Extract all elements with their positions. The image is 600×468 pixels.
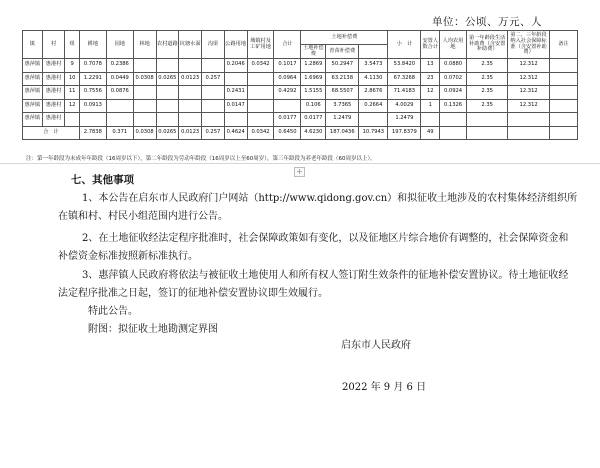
table-cell: 0.0265: [156, 72, 179, 86]
table-cell: 惠萍镇: [23, 59, 43, 73]
table-total-row: [23, 126, 578, 140]
table-cell: 0.0265: [156, 126, 179, 140]
table-cell: 0.106: [301, 99, 326, 113]
table-cell: 0.0449: [106, 72, 133, 86]
table-cell: 10: [65, 72, 79, 86]
table-cell: 0.0177: [301, 113, 326, 127]
header-crop-comp: 青苗补偿费: [326, 45, 359, 59]
table-cell: 0.1326: [440, 99, 467, 113]
table-cell: 4.1130: [359, 72, 388, 86]
table-cell: 0.7556: [79, 86, 106, 100]
land-table: [22, 30, 578, 140]
header-canal: 沟渠: [202, 31, 225, 59]
paragraph-2: 2、在土地征收经法定程序批准时，社会保障政策如有变化，以及征地区片综合地价有调整的，社会保障资金和补偿资金标准按照新标准执行。: [58, 233, 569, 262]
table-cell: [133, 99, 156, 113]
table-cell: [65, 113, 79, 127]
table-cell: 67.3268: [388, 72, 421, 86]
table-cell: 0.0880: [440, 59, 467, 73]
table-cell: [179, 86, 202, 100]
table-cell: 0.0702: [440, 72, 467, 86]
table-cell: 68.5507: [326, 86, 359, 100]
table-cell: 0.0342: [247, 126, 274, 140]
table-cell: 0.6450: [274, 126, 301, 140]
table-cell: 惠港村: [42, 113, 65, 127]
table-cell: 2.35: [466, 72, 507, 86]
table-cell: [179, 113, 202, 127]
table-cell: 71.4183: [388, 86, 421, 100]
table-cell: 9: [65, 59, 79, 73]
table-cell: 0.1017: [274, 59, 301, 73]
table-row: [23, 86, 578, 100]
table-cell: [202, 113, 225, 127]
table-cell: 49: [421, 126, 440, 140]
table-cell: 187.0436: [326, 126, 359, 140]
table-cell: [247, 86, 274, 100]
table-cell: [508, 126, 549, 140]
table-cell: 4.6230: [301, 126, 326, 140]
table-cell: 23: [421, 72, 440, 86]
table-cell: 53.8420: [388, 59, 421, 73]
land-table-body: [23, 59, 578, 140]
header-subtotal: 小 计: [388, 31, 421, 59]
table-cell: [440, 126, 467, 140]
table-row: [23, 72, 578, 86]
table-cell: 2.35: [466, 86, 507, 100]
table-cell: 合 计: [23, 126, 80, 140]
table-cell: [466, 113, 507, 127]
table-cell: 63.2138: [326, 72, 359, 86]
table-cell: 10.7943: [359, 126, 388, 140]
table-cell: 2.35: [466, 59, 507, 73]
table-cell: 2.35: [466, 99, 507, 113]
table-cell: 1.2479: [326, 113, 359, 127]
table-cell: [549, 99, 577, 113]
table-cell: 1.6969: [301, 72, 326, 86]
table-cell: [549, 72, 577, 86]
table-cell: 0.0123: [179, 72, 202, 86]
paragraph-attachment: 附图：拟征收土地勘测定界图: [88, 324, 218, 335]
paragraph-closing: 特此公告。: [88, 306, 138, 317]
table-cell: 12: [65, 99, 79, 113]
table-cell: 惠萍镇: [23, 86, 43, 100]
header-urban-village: 城镇村及工矿用地: [247, 31, 274, 59]
table-cell: 0.0123: [179, 126, 202, 140]
table-cell: [133, 113, 156, 127]
table-cell: 惠萍镇: [23, 113, 43, 127]
table-cell: 12: [421, 86, 440, 100]
table-cell: 3.7365: [326, 99, 359, 113]
table-row: [23, 59, 578, 73]
table-cell: [156, 86, 179, 100]
header-resettle-people: 安置人数合计: [421, 31, 440, 59]
table-cell: 11: [65, 86, 79, 100]
table-cell: [224, 113, 247, 127]
header-per-capita: 人均农用地: [440, 31, 467, 59]
header-std2: 第二、三年龄段纳入社会保障标准（含安置补助费）: [508, 31, 549, 59]
table-row: [23, 99, 578, 113]
header-town: 镇: [23, 31, 43, 59]
table-cell: 0.2431: [224, 86, 247, 100]
table-cell: 0.0308: [133, 126, 156, 140]
table-cell: [202, 59, 225, 73]
table-cell: [224, 72, 247, 86]
paragraph-3: 3、惠萍镇人民政府将依法与被征收土地使用人和所有权人签订附生效条件的征地补偿安置协议。待土地征收经法定程序批准之日起，签订的征地补偿安置协议即生效履行。: [58, 270, 569, 299]
table-cell: [359, 113, 388, 127]
table-cell: [202, 86, 225, 100]
table-cell: 0.2386: [106, 59, 133, 73]
table-cell: 12.312: [508, 99, 549, 113]
header-forest: 林地: [133, 31, 156, 59]
paragraph-1: 1、本公告在启东市人民政府门户网站（http://www.qidong.gov.cn）和拟征收土地涉及的农村集体经济组织所在镇和村、村民小组范围内进行公告。: [58, 193, 578, 222]
table-row: [23, 113, 578, 127]
header-farmland: 耕地: [79, 31, 106, 59]
table-cell: [549, 126, 577, 140]
header-group: 组: [65, 31, 79, 59]
table-cell: [247, 72, 274, 86]
table-cell: 0.0342: [247, 59, 274, 73]
table-cell: 12.312: [508, 72, 549, 86]
table-cell: 惠港村: [42, 86, 65, 100]
table-cell: 12.312: [508, 86, 549, 100]
table-cell: 3.5473: [359, 59, 388, 73]
table-cell: 0.0964: [274, 72, 301, 86]
header-rural-road: 农村道路: [156, 31, 179, 59]
table-cell: [202, 99, 225, 113]
table-cell: [156, 99, 179, 113]
table-cell: 2.7838: [79, 126, 106, 140]
header-blank: [359, 45, 388, 59]
table-cell: 0.257: [202, 126, 225, 140]
signature-org: 启东市人民政府: [341, 340, 411, 351]
header-highway: 公路用地: [224, 31, 247, 59]
table-cell: 0.257: [202, 72, 225, 86]
table-cell: 0.0147: [224, 99, 247, 113]
table-cell: [79, 113, 106, 127]
header-land-comp: 土地补偿费: [301, 45, 326, 59]
table-cell: 0.4624: [224, 126, 247, 140]
table-cell: 0.371: [106, 126, 133, 140]
table-cell: [247, 113, 274, 127]
table-cell: 1.5155: [301, 86, 326, 100]
table-cell: [106, 99, 133, 113]
table-cell: 0.0913: [79, 99, 106, 113]
table-cell: [133, 86, 156, 100]
table-cell: 1.2479: [388, 113, 421, 127]
table-cell: [106, 113, 133, 127]
table-cell: 0.0876: [106, 86, 133, 100]
table-cell: 12.312: [508, 59, 549, 73]
table-cell: 2.8676: [359, 86, 388, 100]
table-cell: [274, 99, 301, 113]
table-cell: 0.2046: [224, 59, 247, 73]
table-cell: [549, 113, 577, 127]
table-cell: 惠港村: [42, 72, 65, 86]
table-cell: [549, 86, 577, 100]
table-cell: [508, 113, 549, 127]
table-cell: 50.2947: [326, 59, 359, 73]
table-cell: 0.0177: [274, 113, 301, 127]
table-cell: [133, 59, 156, 73]
table-cell: 197.8379: [388, 126, 421, 140]
header-village: 村: [42, 31, 65, 59]
table-cell: 0.0308: [133, 72, 156, 86]
table-cell: 0.7078: [79, 59, 106, 73]
header-std1: 第一年龄段生活补助费（含安置补助费）: [466, 31, 507, 59]
table-cell: [440, 113, 467, 127]
expand-plus-icon[interactable]: +: [294, 167, 305, 177]
table-cell: 1: [421, 99, 440, 113]
table-cell: [179, 59, 202, 73]
table-cell: 惠港村: [42, 59, 65, 73]
table-cell: 0.0924: [440, 86, 467, 100]
header-remark: 备注: [549, 31, 577, 59]
table-cell: 1.2869: [301, 59, 326, 73]
section-title: 七、其他事项: [71, 174, 134, 186]
table-cell: [179, 99, 202, 113]
header-ditch: 坑塘水面: [179, 31, 202, 59]
table-cell: [421, 113, 440, 127]
header-garden: 园地: [106, 31, 133, 59]
table-cell: 13: [421, 59, 440, 73]
table-cell: 4.0029: [388, 99, 421, 113]
table-cell: [156, 59, 179, 73]
table-cell: [247, 99, 274, 113]
table-cell: [549, 59, 577, 73]
signature-date: 2022 年 9 月 6 日: [342, 382, 427, 393]
table-cell: 0.4292: [274, 86, 301, 100]
page-divider: [0, 163, 600, 164]
table-cell: [156, 113, 179, 127]
table-cell: 惠萍镇: [23, 99, 43, 113]
header-compensation-group: 土地补偿费: [301, 31, 388, 45]
table-cell: 0.2664: [359, 99, 388, 113]
table-footnote: 注：第一年龄段为未成年年龄段（16周岁以下），第二年龄段为劳动年龄段（16周岁以上至60周岁），第三年龄段为养老年龄段（60周岁以上）。: [26, 156, 376, 162]
header-total: 合计: [274, 31, 301, 59]
table-cell: 惠港村: [42, 99, 65, 113]
table-cell: 惠萍镇: [23, 72, 43, 86]
unit-label: 单位：公顷、万元、人: [432, 16, 542, 28]
table-cell: [466, 126, 507, 140]
table-cell: 1.2291: [79, 72, 106, 86]
